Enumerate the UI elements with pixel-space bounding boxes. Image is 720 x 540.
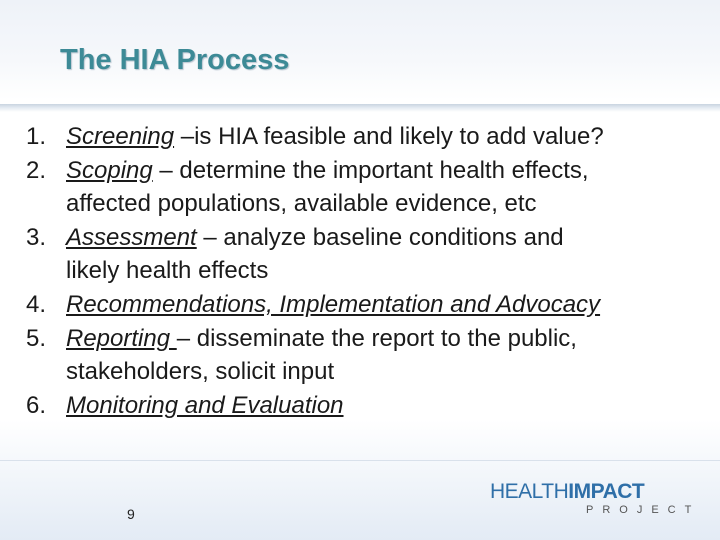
logo-impact-text: IMPACT — [568, 480, 645, 503]
step-description: – analyze baseline conditions and — [196, 223, 564, 251]
step-term: Reporting — [66, 324, 177, 352]
list-number: 3. — [26, 223, 47, 251]
list-number: 4. — [26, 290, 47, 318]
title-divider — [0, 104, 720, 112]
page-number: 9 — [127, 506, 135, 522]
step-description: – determine the important health effects, — [152, 156, 589, 184]
step-description-continued: stakeholders, solicit input — [66, 358, 335, 386]
list-item-screening — [26, 120, 706, 154]
step-description: –is HIA feasible and likely to add value? — [174, 123, 604, 150]
list-number: 2. — [26, 156, 47, 184]
list-item-assessment — [26, 221, 706, 288]
step-term: Recommendations, Implementation and Advocacy — [66, 290, 601, 318]
list-number: 5. — [26, 324, 47, 352]
list-number: 6. — [26, 391, 47, 419]
logo-health-text: HEALTH — [490, 480, 569, 503]
list-item-scoping — [26, 154, 706, 221]
logo-project-text: PROJECT — [586, 504, 701, 516]
step-description-continued: likely health effects — [66, 257, 269, 285]
slide-title: The HIA Process — [60, 44, 290, 76]
step-term: Assessment — [66, 223, 197, 251]
list-item-monitoring — [26, 389, 706, 423]
health-impact-project-logo — [490, 480, 701, 520]
process-steps-list — [26, 120, 706, 422]
step-description-continued: affected populations, available evidence, etc — [66, 190, 537, 218]
step-term: Scoping — [66, 156, 153, 184]
step-term: Monitoring and Evaluation — [66, 391, 344, 419]
list-item-recommendations — [26, 288, 706, 322]
list-number: 1. — [26, 123, 47, 150]
logo-wordmark — [490, 480, 644, 504]
step-term: Screening — [66, 123, 175, 150]
list-item-reporting — [26, 322, 706, 389]
footer-divider — [0, 460, 720, 461]
step-description: – disseminate the report to the public, — [176, 324, 577, 352]
